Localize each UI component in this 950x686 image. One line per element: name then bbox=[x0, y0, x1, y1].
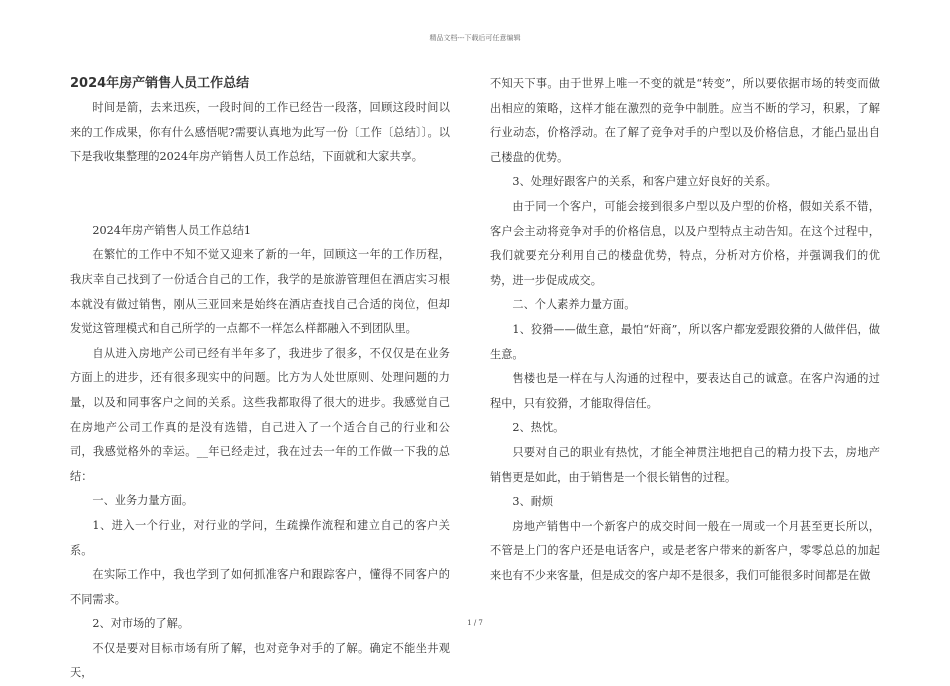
body-paragraph: 售楼也是一样在与人沟通的过程中，要表达自己的诚意。在客户沟通的过程中，只有狡猾，才能取得信任。 bbox=[490, 372, 880, 410]
document-title: 2024年房产销售人员工作总结 bbox=[70, 76, 250, 91]
body-paragraph: 二、个人素养力量方面。 bbox=[512, 298, 636, 312]
body-paragraph: 1、进入一个行业，对行业的学问，生疏操作流程和建立自己的客户关系。 bbox=[70, 518, 450, 557]
body-paragraph: 在实际工作中，我也学到了如何抓准客户和跟踪客户，懂得不同客户的不同需求。 bbox=[70, 568, 450, 606]
body-paragraph: 自从进入房地产公司已经有半年多了，我进步了很多，不仅仅是在业务方面上的进步，还有很多现实中的问题。比方为人处世原则、处理问题的力量，以及和同事客户之间的关系。这些我都取得了很大的进步。我感觉自己在房地产公司工作真的是没有选错，自己进入了一个适合自己的行业和公司，我感觉格外的幸运。__年已经走过，我在过去一年的工作做一下我的总结： bbox=[70, 346, 450, 483]
body-paragraph: 2、对市场的了解。 bbox=[92, 617, 190, 631]
body-paragraph: 不仅是要对目标市场有所了解，也对竞争对手的了解。确定不能坐井观天， bbox=[70, 641, 450, 680]
paragraph-gap bbox=[70, 170, 450, 219]
body-paragraph: 3、耐烦 bbox=[512, 495, 554, 509]
body-paragraph: 在繁忙的工作中不知不觉又迎来了新的一年，回顾这一年的工作历程，我庆幸自己找到了一份适合自己的工作，我学的是旅游管理但在酒店实习根本就没有做过销售，刚从三亚回来是始终在酒店查找自己合适的岗位，但却发觉这管理模式和自己所学的一点都不一样怎么样都融入不到团队里。 bbox=[70, 248, 450, 336]
left-column bbox=[70, 72, 450, 686]
section-heading: 2024年房产销售人员工作总结1 bbox=[92, 223, 252, 237]
body-paragraph: 房地产销售中一个新客户的成交时间一般在一周或一个月甚至更长所以，不管是上门的客户还是电话客户，或是老客户带来的新客户，零零总总的加起来也有不少来客量，但是成交的客户却不是很多，我们可能很多时间都是在做 bbox=[490, 519, 880, 582]
page-number: 1 / 7 bbox=[467, 619, 483, 627]
body-paragraph: 由于同一个客户，可能会接到很多户型以及户型的价格，假如关系不错，客户会主动将竞争对手的价格信息，以及户型特点主动告知。在这个过程中，我们就要充分利用自己的楼盘优势，特点，分析对方价格，并强调我们的优势，进一步促成成交。 bbox=[490, 199, 880, 287]
body-paragraph: 1、狡猾——做生意，最怕“奸商”，所以客户都宠爱跟狡猾的人做伴侣，做生意。 bbox=[490, 322, 880, 361]
body-paragraph: 3、处理好跟客户的关系，和客户建立好良好的关系。 bbox=[512, 175, 777, 189]
right-column bbox=[490, 72, 880, 588]
body-paragraph: 2、热忱。 bbox=[512, 421, 565, 435]
intro-paragraph: 时间是箭，去来迅疾，一段时间的工作已经告一段落，回顾这段时间以来的工作成果，你有什么感悟呢?需要认真地为此写一份〔工作〔总结〕〕。以下是我收集整理的2024年房产销售人员工作总结，下面就和大家共享。 bbox=[70, 101, 450, 164]
body-paragraph: 一、业务力量方面。 bbox=[92, 494, 194, 508]
body-paragraph: 只要对自己的职业有热忱，才能全神贯注地把自己的精力投下去，房地产销售更是如此，由于销售是一个很长销售的过程。 bbox=[490, 445, 880, 484]
body-paragraph: 不知天下事。由于世界上唯一不变的就是“转变”，所以要依据市场的转变而做出相应的策略，这样才能在激烈的竞争中制胜。应当不断的学习，积累，了解行业动态，价格浮动。在了解了竞争对手的户型以及价格信息，才能凸显出自己楼盘的优势。 bbox=[490, 77, 880, 164]
page-header: 精品文档---下载后可任意编辑 bbox=[429, 34, 521, 42]
